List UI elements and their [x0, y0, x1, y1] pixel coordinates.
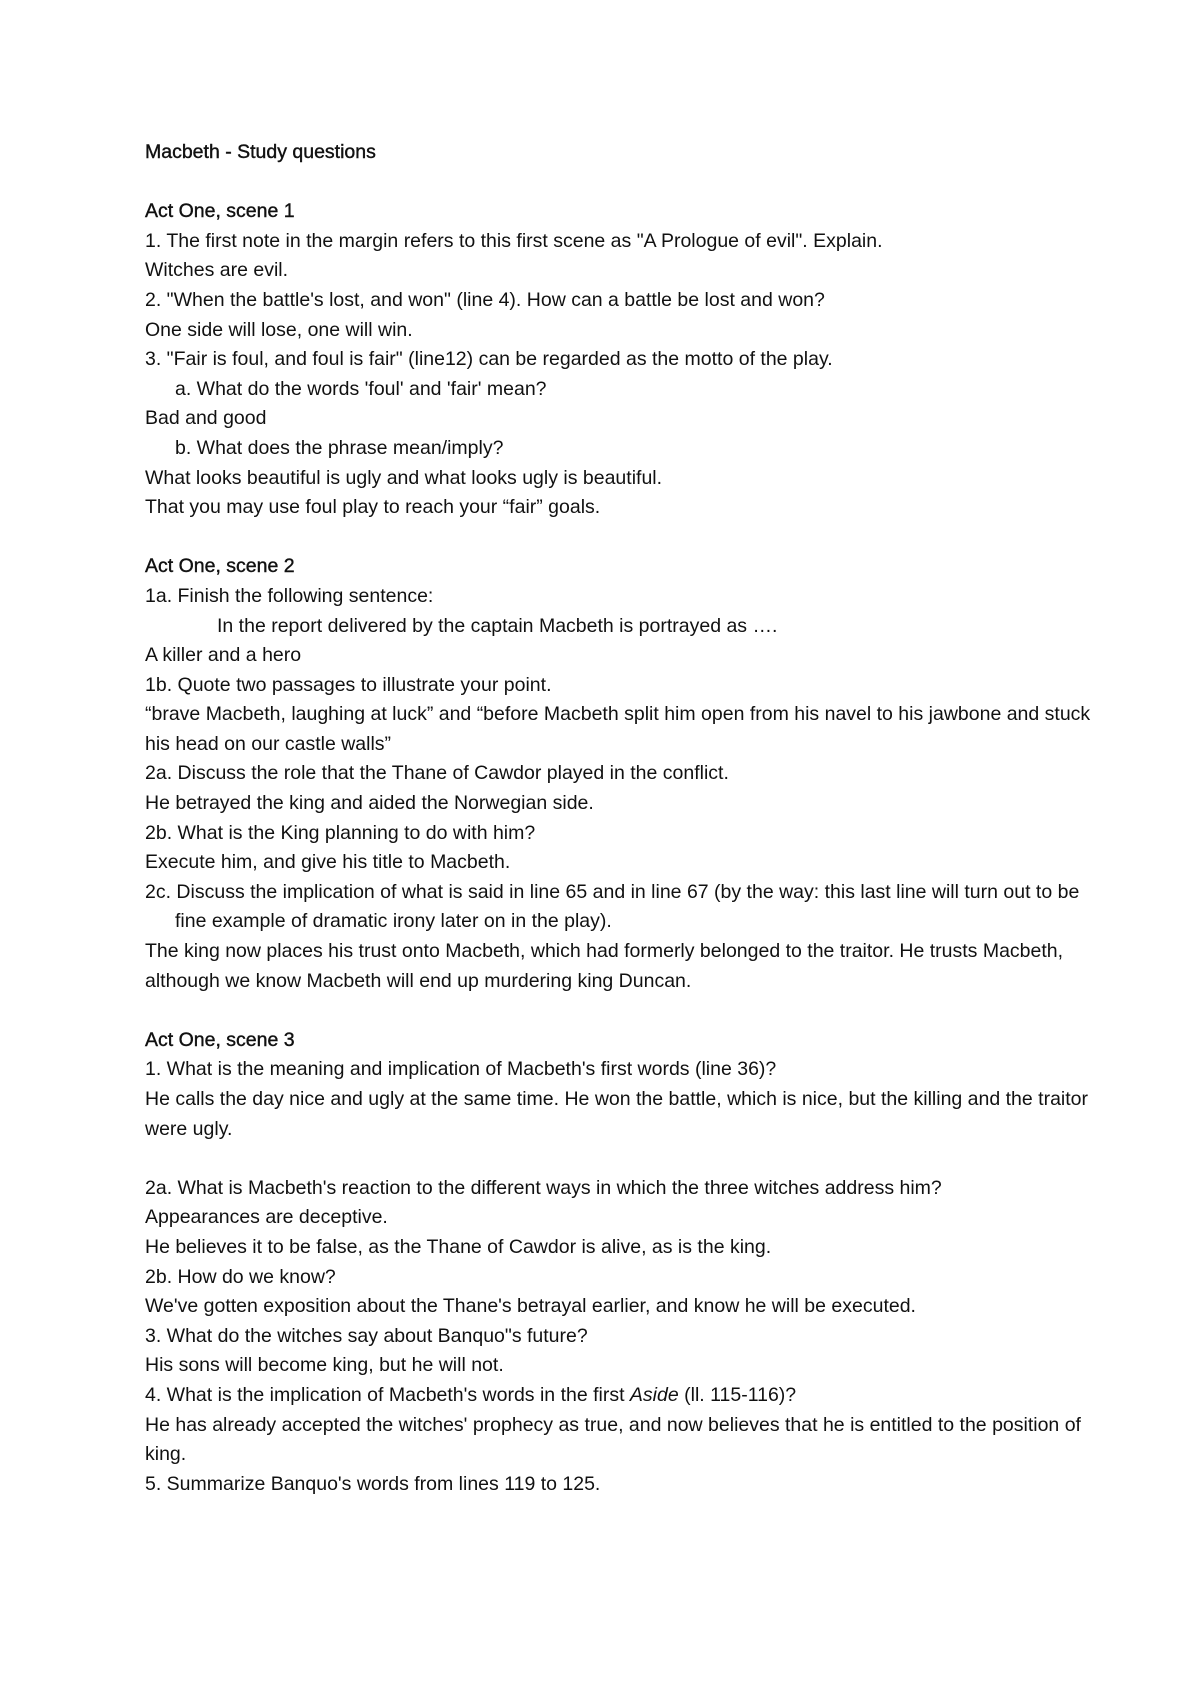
answer: A killer and a hero [145, 644, 302, 667]
answer: He believes it to be false, as the Thane of Cawdor is alive, as is the king. [145, 1235, 772, 1258]
answer: What looks beautiful is ugly and what looks ugly is beautiful. [145, 466, 663, 489]
question: 1a. Finish the following sentence: [145, 584, 434, 607]
answer: That you may use foul play to reach your “fair” goals. [145, 496, 601, 519]
sentence-prompt: In the report delivered by the captain Macbeth is portrayed as …. [217, 614, 778, 637]
document-title: Macbeth - Study questions [145, 141, 376, 163]
answer: Execute him, and give his title to Macbeth. [145, 851, 511, 874]
sub-question: b. What does the phrase mean/imply? [175, 436, 504, 459]
answer: We've gotten exposition about the Thane's betrayal earlier, and know he will be executed. [145, 1295, 916, 1318]
answer: “brave Macbeth, laughing at luck” and “before Macbeth split him open from his navel to his jawbone and stuck his head on our castle walls” [145, 703, 1091, 755]
section-act1-scene2 [145, 552, 1100, 996]
question: 5. Summarize Banquo's words from lines 119 to 125. [145, 1472, 601, 1495]
answer: He has already accepted the witches' prophecy as true, and now believes that he is entitled to the position of king. [145, 1413, 1081, 1466]
question-text: (ll. 115-116)? [678, 1383, 797, 1406]
question: 2a. Discuss the role that the Thane of Cawdor played in the conflict. [145, 762, 729, 785]
question [145, 1381, 1100, 1411]
question: 2. "When the battle's lost, and won" (line 4). How can a battle be lost and won? [145, 288, 825, 311]
question: 1. What is the meaning and implication of Macbeth's first words (line 36)? [145, 1058, 777, 1081]
section-heading: Act One, scene 3 [145, 1028, 295, 1051]
question: 1. The first note in the margin refers to this first scene as "A Prologue of evil". Explain. [145, 229, 883, 252]
answer: Witches are evil. [145, 259, 289, 282]
section-heading: Act One, scene 1 [145, 200, 295, 223]
answer: He calls the day nice and ugly at the same time. He won the battle, which is nice, but the killing and the traitor were ugly. [145, 1088, 1089, 1140]
section-act1-scene1 [145, 197, 1100, 523]
answer: Bad and good [145, 407, 267, 430]
answer: Appearances are deceptive. [145, 1206, 388, 1229]
section-heading: Act One, scene 2 [145, 555, 295, 578]
answer: One side will lose, one will win. [145, 318, 413, 341]
question: 2b. How do we know? [145, 1265, 336, 1288]
answer: His sons will become king, but he will not. [145, 1354, 504, 1377]
question: 1b. Quote two passages to illustrate your point. [145, 673, 552, 696]
question: 2c. Discuss the implication of what is said in line 65 and in line 67 (by the way: this last line will turn out to be fine example of dramatic irony later on in the play). [145, 880, 1080, 933]
section-act1-scene3 [145, 1026, 1100, 1500]
question: 3. "Fair is foul, and foul is fair" (line12) can be regarded as the motto of the play. [145, 348, 833, 371]
blank-line [145, 1144, 1100, 1174]
answer: He betrayed the king and aided the Norwegian side. [145, 792, 594, 815]
aside-term: Aside [629, 1383, 679, 1406]
question-text: 4. What is the implication of Macbeth's words in the first [145, 1383, 630, 1406]
sub-question: a. What do the words 'foul' and 'fair' mean? [175, 377, 547, 400]
question: 2a. What is Macbeth's reaction to the different ways in which the three witches address him? [145, 1176, 942, 1199]
question: 3. What do the witches say about Banquo"s future? [145, 1324, 588, 1347]
question: 2b. What is the King planning to do with him? [145, 821, 536, 844]
answer: The king now places his trust onto Macbeth, which had formerly belonged to the traitor. He trusts Macbeth, although we know Macbeth will end up murdering king Duncan. [145, 940, 1064, 992]
